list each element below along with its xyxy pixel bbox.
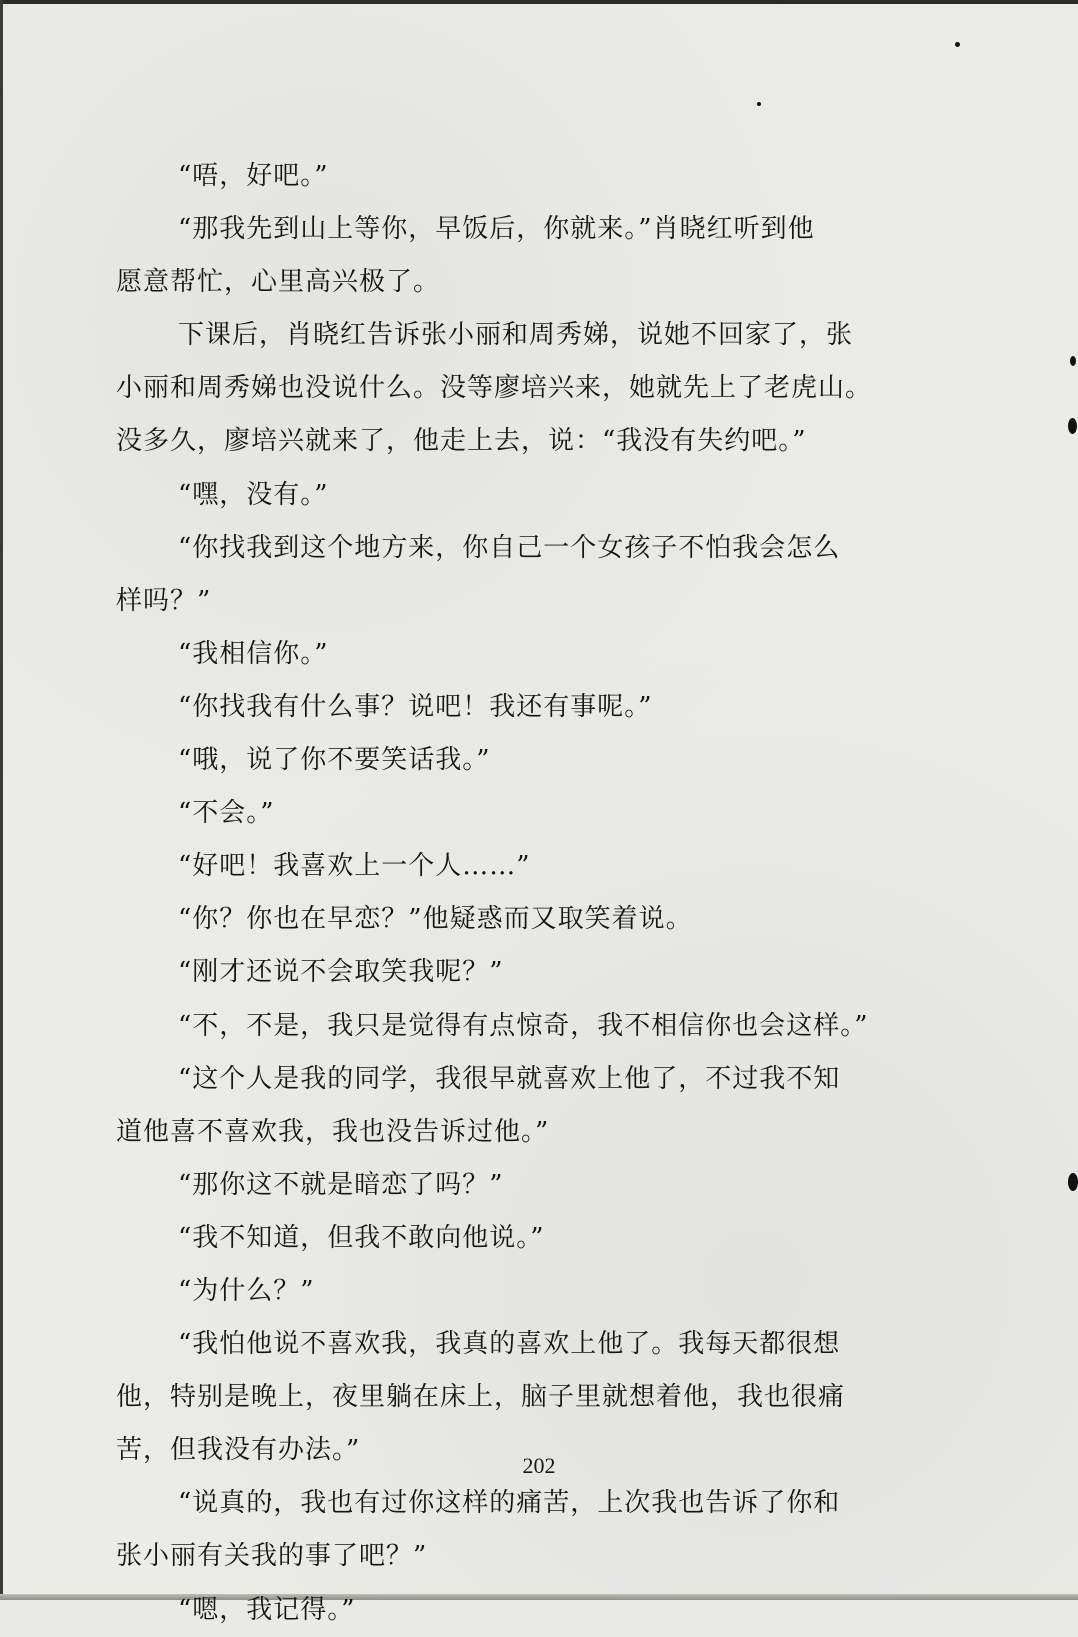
- text-line: “说真的，我也有过你这样的痛苦，上次我也告诉了你和: [178, 1488, 841, 1519]
- text-line: “刚才还说不会取笑我呢？”: [178, 957, 504, 988]
- text-line: “唔，好吧。”: [178, 161, 329, 191]
- text-line: “你？你也在早恋？”他疑惑而又取笑着说。: [178, 904, 693, 935]
- scan-speck: [1070, 356, 1076, 366]
- scan-speck: [1068, 418, 1077, 434]
- scan-speck: [1068, 1173, 1078, 1191]
- text-line: “你找我有什么事？说吧！我还有事呢。”: [178, 691, 653, 722]
- text-line: “那我先到山上等你，早饭后，你就来。”肖晓红听到他: [178, 214, 815, 245]
- text-line: “哦，说了你不要笑话我。”: [178, 745, 491, 776]
- text-line: “不，不是，我只是觉得有点惊奇，我不相信你也会这样。”: [178, 1010, 869, 1041]
- text-line: “我相信你。”: [178, 638, 329, 669]
- scan-speck: [757, 102, 761, 106]
- text-line: 没多久，廖培兴就来了，他走上去，说：“我没有失约吧。”: [116, 426, 807, 457]
- text-line: “好吧！我喜欢上一个人……”: [178, 851, 531, 882]
- body-text: [116, 150, 946, 1637]
- text-line: 张小丽有关我的事了吧？”: [116, 1541, 428, 1572]
- text-line: “我不知道，但我不敢向他说。”: [178, 1222, 545, 1253]
- text-line: “那你这不就是暗恋了吗？”: [178, 1169, 504, 1200]
- text-line: 道他喜不喜欢我，我也没告诉过他。”: [116, 1116, 550, 1147]
- text-line: “这个人是我的同学，我很早就喜欢上他了，不过我不知: [178, 1063, 841, 1094]
- text-line: 样吗？”: [116, 585, 212, 616]
- scan-edge-left: [0, 0, 3, 1600]
- scan-speck: [955, 42, 960, 47]
- text-line: “嘿，没有。”: [178, 479, 329, 510]
- text-line: “你找我到这个地方来，你自己一个女孩子不怕我会怎么: [178, 532, 841, 563]
- text-line: 他，特别是晚上，夜里躺在床上，脑子里就想着他，我也很痛: [116, 1382, 846, 1413]
- text-line: “为什么？”: [178, 1275, 315, 1306]
- text-line: 下课后，肖晓红告诉张小丽和周秀娣，说她不回家了，张: [178, 320, 854, 351]
- page-number: 202: [522, 1453, 556, 1478]
- text-line: 小丽和周秀娣也没说什么。没等廖培兴来，她就先上了老虎山。: [116, 373, 873, 404]
- text-line: “嗯，我记得。”: [178, 1594, 356, 1625]
- text-line: “不会。”: [178, 798, 275, 829]
- text-line: “我怕他说不喜欢我，我真的喜欢上他了。我每天都很想: [178, 1329, 841, 1360]
- scan-edge-top: [0, 0, 1078, 4]
- text-line: 苦，但我没有办法。”: [116, 1435, 361, 1466]
- text-line: 愿意帮忙，心里高兴极了。: [116, 267, 441, 298]
